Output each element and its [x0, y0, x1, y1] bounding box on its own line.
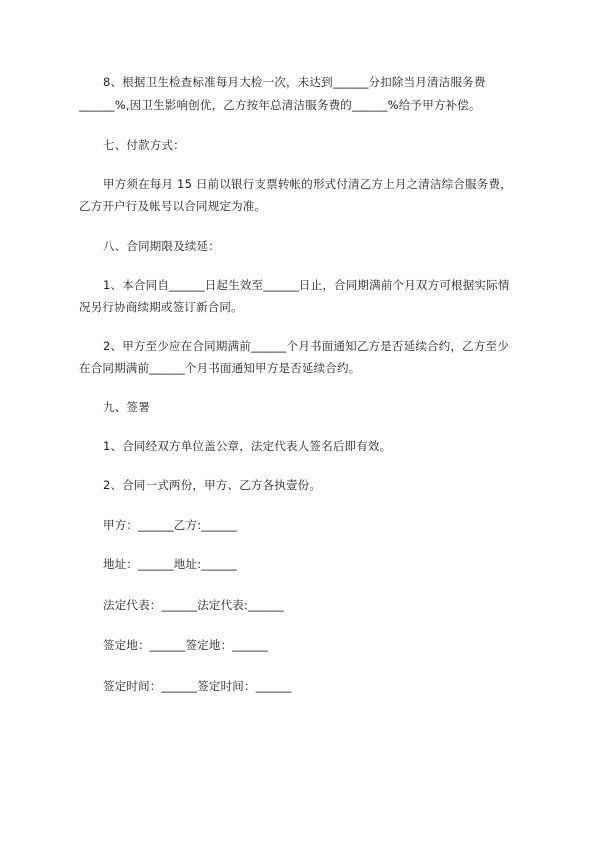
- section7-heading: 七、付款方式：: [103, 138, 185, 152]
- section9-item1: 1、合同经双方单位盖公章，法定代表人签名后即有效。: [103, 439, 392, 453]
- section8-item1-line1: 1、本合同自______日起生效至______日止，合同期满前个月双方可根据实际情: [103, 278, 510, 292]
- sign-time-line: 签定时间：______签定时间：______: [103, 679, 292, 693]
- section8-item1-line2: 况另行协商续期或签订新合同。: [79, 300, 243, 314]
- item8-line2: ______%,因卫生影响创优，乙方按年总清洁服务费的______%给予甲方补偿。: [79, 98, 481, 112]
- section8-item2-line1: 2、甲方至少应在合同期满前______个月书面通知乙方是否延续合约，乙方至少: [103, 339, 509, 353]
- sign-address-line: 地址：______地址:______: [103, 557, 237, 571]
- section9-heading: 九、签署: [103, 400, 150, 414]
- sign-place-line: 签定地：______签定地：______: [103, 638, 268, 652]
- item8-line1: 8、根据卫生检查标准每月大检一次，未达到______分扣除当月清洁服务费: [103, 75, 486, 89]
- sign-representative-line: 法定代表：______法定代表:______: [103, 598, 284, 612]
- sign-party-line: 甲方：______乙方:______: [103, 518, 237, 532]
- section9-item2: 2、合同一式两份，甲方、乙方各执壹份。: [103, 478, 322, 492]
- section7-line1: 甲方须在每月 15 日前以银行支票转帐的形式付清乙方上月之清洁综合服务费，: [103, 177, 512, 191]
- section7-line2: 乙方开户行及帐号以合同规定为准。: [79, 199, 267, 213]
- section8-item2-line2: 在合同期满前______个月书面通知甲方是否延续合约。: [79, 361, 361, 375]
- section8-heading: 八、合同期限及续延：: [103, 239, 220, 253]
